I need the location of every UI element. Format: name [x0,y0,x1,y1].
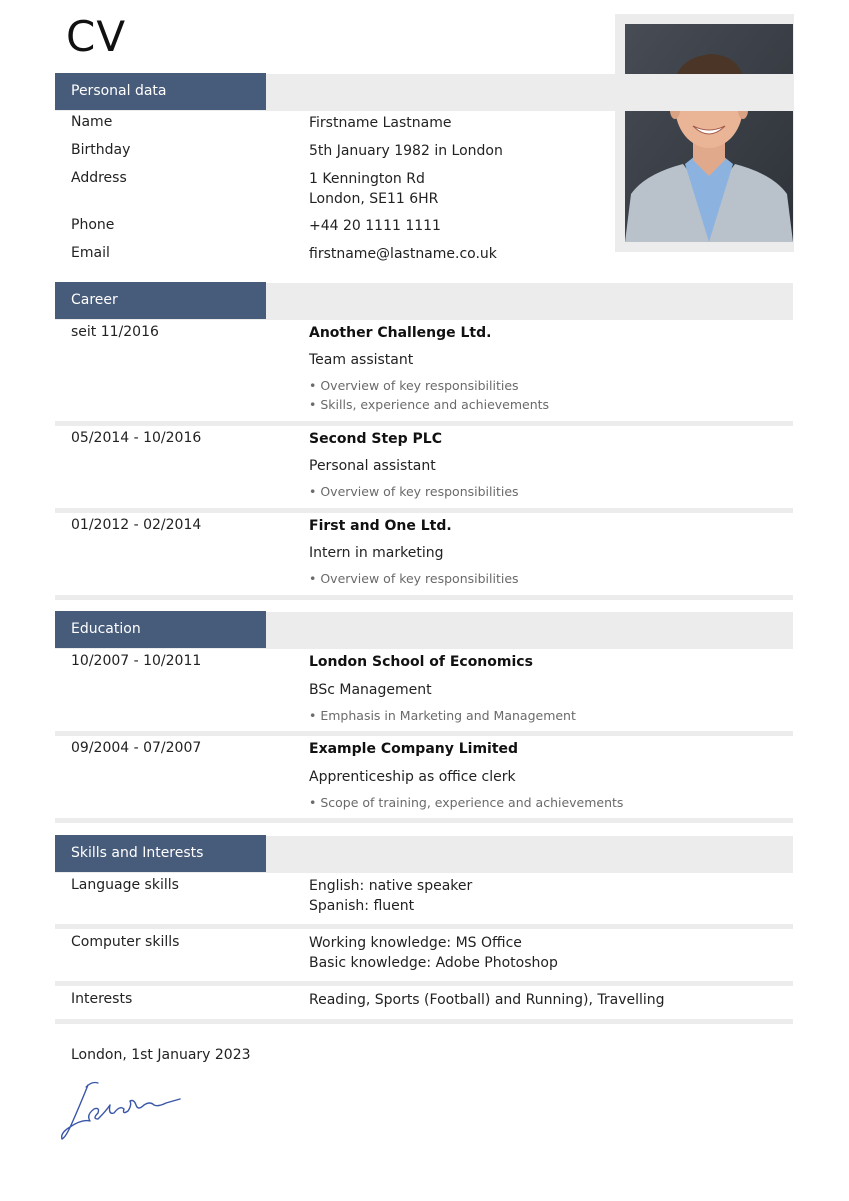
computer-skills-line-1: Working knowledge: MS Office [309,935,522,951]
education-divider-2 [55,818,793,823]
interests-label: Interests [71,991,133,1007]
language-skills-line-2: Spanish: fluent [309,898,415,914]
personal-section-heading: Personal data [55,73,266,110]
phone-label: Phone [71,217,115,233]
skills-divider-3 [55,1019,793,1024]
education-1-institution: London School of Economics [309,654,533,670]
education-1-degree: BSc Management [309,682,432,698]
email-value[interactable]: firstname@lastname.co.uk [309,246,497,262]
career-2-bullet-1: • Overview of key responsibilities [309,484,519,499]
education-1-bullet-1: • Emphasis in Marketing and Management [309,708,576,723]
profile-photo [625,24,793,242]
address-line-2: London, SE11 6HR [309,191,439,207]
career-2-company: Second Step PLC [309,431,442,447]
skills-divider-2 [55,981,793,986]
career-2-role: Personal assistant [309,458,436,474]
name-value: Firstname Lastname [309,115,452,131]
education-1-date: 10/2007 - 10/2011 [71,653,202,669]
career-1-bullet-1: • Overview of key responsibilities [309,378,519,393]
career-divider-3 [55,595,793,600]
place-date: London, 1st January 2023 [71,1047,251,1063]
skills-divider-1 [55,924,793,929]
education-section-heading: Education [55,611,266,648]
career-divider-2 [55,508,793,513]
birthday-value: 5th January 1982 in London [309,143,503,159]
computer-skills-label: Computer skills [71,934,180,950]
education-2-institution: Example Company Limited [309,741,519,757]
language-skills-label: Language skills [71,877,179,893]
computer-skills-line-2: Basic knowledge: Adobe Photoshop [309,955,558,971]
address-line-1: 1 Kennington Rd [309,171,425,187]
education-2-bullet-1: • Scope of training, experience and achievements [309,795,624,810]
birthday-label: Birthday [71,142,131,158]
email-label: Email [71,245,110,261]
career-2-date: 05/2014 - 10/2016 [71,430,202,446]
career-3-role: Intern in marketing [309,545,444,561]
interests-line-1: Reading, Sports (Football) and Running), Travelling [309,992,665,1008]
career-1-role: Team assistant [309,352,414,368]
career-divider-1 [55,421,793,426]
career-1-date: seit 11/2016 [71,324,159,340]
career-3-date: 01/2012 - 02/2014 [71,517,202,533]
address-label: Address [71,170,127,186]
cv-title: CV [66,12,127,61]
language-skills-line-1: English: native speaker [309,878,473,894]
skills-section-heading: Skills and Interests [55,835,266,872]
career-1-company: Another Challenge Ltd. [309,325,492,341]
education-2-date: 09/2004 - 07/2007 [71,740,202,756]
career-section-heading: Career [55,282,266,319]
career-1-bullet-2: • Skills, experience and achievements [309,397,550,412]
phone-value: +44 20 1111 1111 [309,218,441,234]
education-2-degree: Apprenticeship as office clerk [309,769,516,785]
signature [58,1075,188,1147]
education-divider-1 [55,731,793,736]
career-3-bullet-1: • Overview of key responsibilities [309,571,519,586]
name-label: Name [71,114,113,130]
career-3-company: First and One Ltd. [309,518,452,534]
